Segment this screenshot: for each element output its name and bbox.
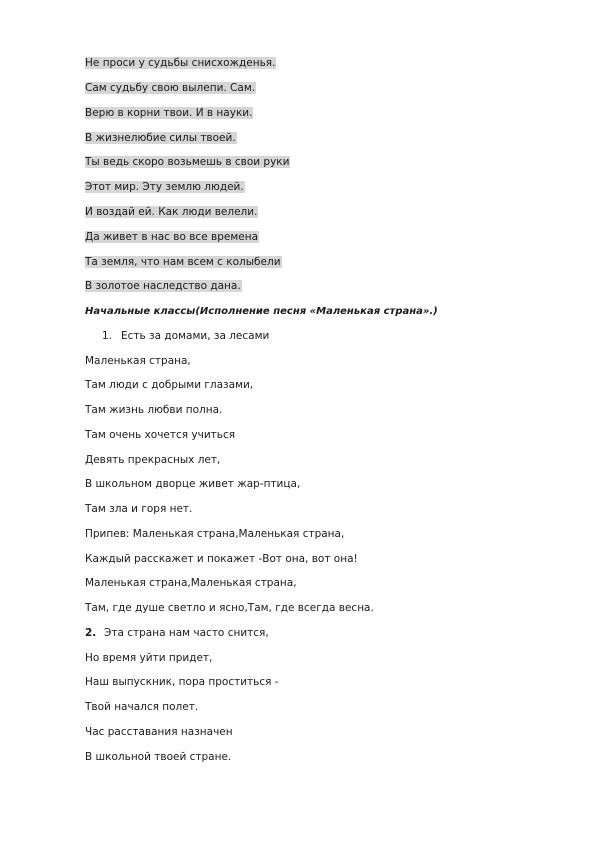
section-heading: Начальные классы(Исполнение песня «Маленькая страна».): [85, 306, 438, 317]
verse1-line: Там жизнь любви полна.: [85, 404, 223, 416]
verse1-line: Маленькая страна,: [85, 355, 191, 367]
chorus-line: Там, где душе светло и ясно,Там, где всегда весна.: [85, 602, 374, 614]
poem-line: Сам судьбу свою вылепи. Сам.: [85, 82, 256, 94]
poem-line: Не проси у судьбы снисхожденья.: [85, 57, 276, 69]
verse1-line: Там зла и горя нет.: [85, 503, 193, 515]
verse1-line: Там очень хочется учиться: [85, 429, 236, 441]
verse2-first-line: 2. Эта страна нам часто снится,: [85, 627, 269, 639]
chorus-line: Маленькая страна,Маленькая страна,: [85, 577, 297, 589]
verse2-line: Час расставания назначен: [85, 726, 233, 738]
chorus-line: Каждый расскажет и покажет -Вот она, вот она!: [85, 553, 358, 565]
verse2-line: В школьной твоей стране.: [85, 751, 232, 763]
verse1-first-line: 1. Есть за домами, за лесами: [102, 330, 270, 342]
verse2-line: Но время уйти придет,: [85, 652, 213, 664]
poem-line: И воздай ей. Как люди велели.: [85, 206, 258, 218]
poem-line: Та земля, что нам всем с колыбели: [85, 256, 281, 268]
chorus-line: Припев: Маленькая страна,Маленькая страна,: [85, 528, 345, 540]
poem-line: Верю в корни твои. И в науки.: [85, 107, 253, 119]
verse1-line: Девять прекрасных лет,: [85, 454, 221, 466]
verse2-line: Твой начался полет.: [85, 701, 199, 713]
verse2-number: 2.: [85, 627, 97, 639]
verse2-line: Наш выпускник, пора проститься -: [85, 676, 279, 688]
verse1-line: Там люди с добрыми глазами,: [85, 379, 254, 391]
verse1-number: 1.: [102, 330, 113, 342]
poem-line: Этот мир. Эту землю людей.: [85, 181, 244, 193]
verse1-line: В школьном дворце живет жар-птица,: [85, 478, 301, 490]
poem-line: Да живет в нас во все времена: [85, 231, 258, 243]
poem-line: Ты ведь скоро возьмешь в свои руки: [85, 156, 290, 168]
poem-line: В золотое наследство дана.: [85, 280, 241, 292]
poem-line: В жизнелюбие силы твоей.: [85, 132, 236, 144]
